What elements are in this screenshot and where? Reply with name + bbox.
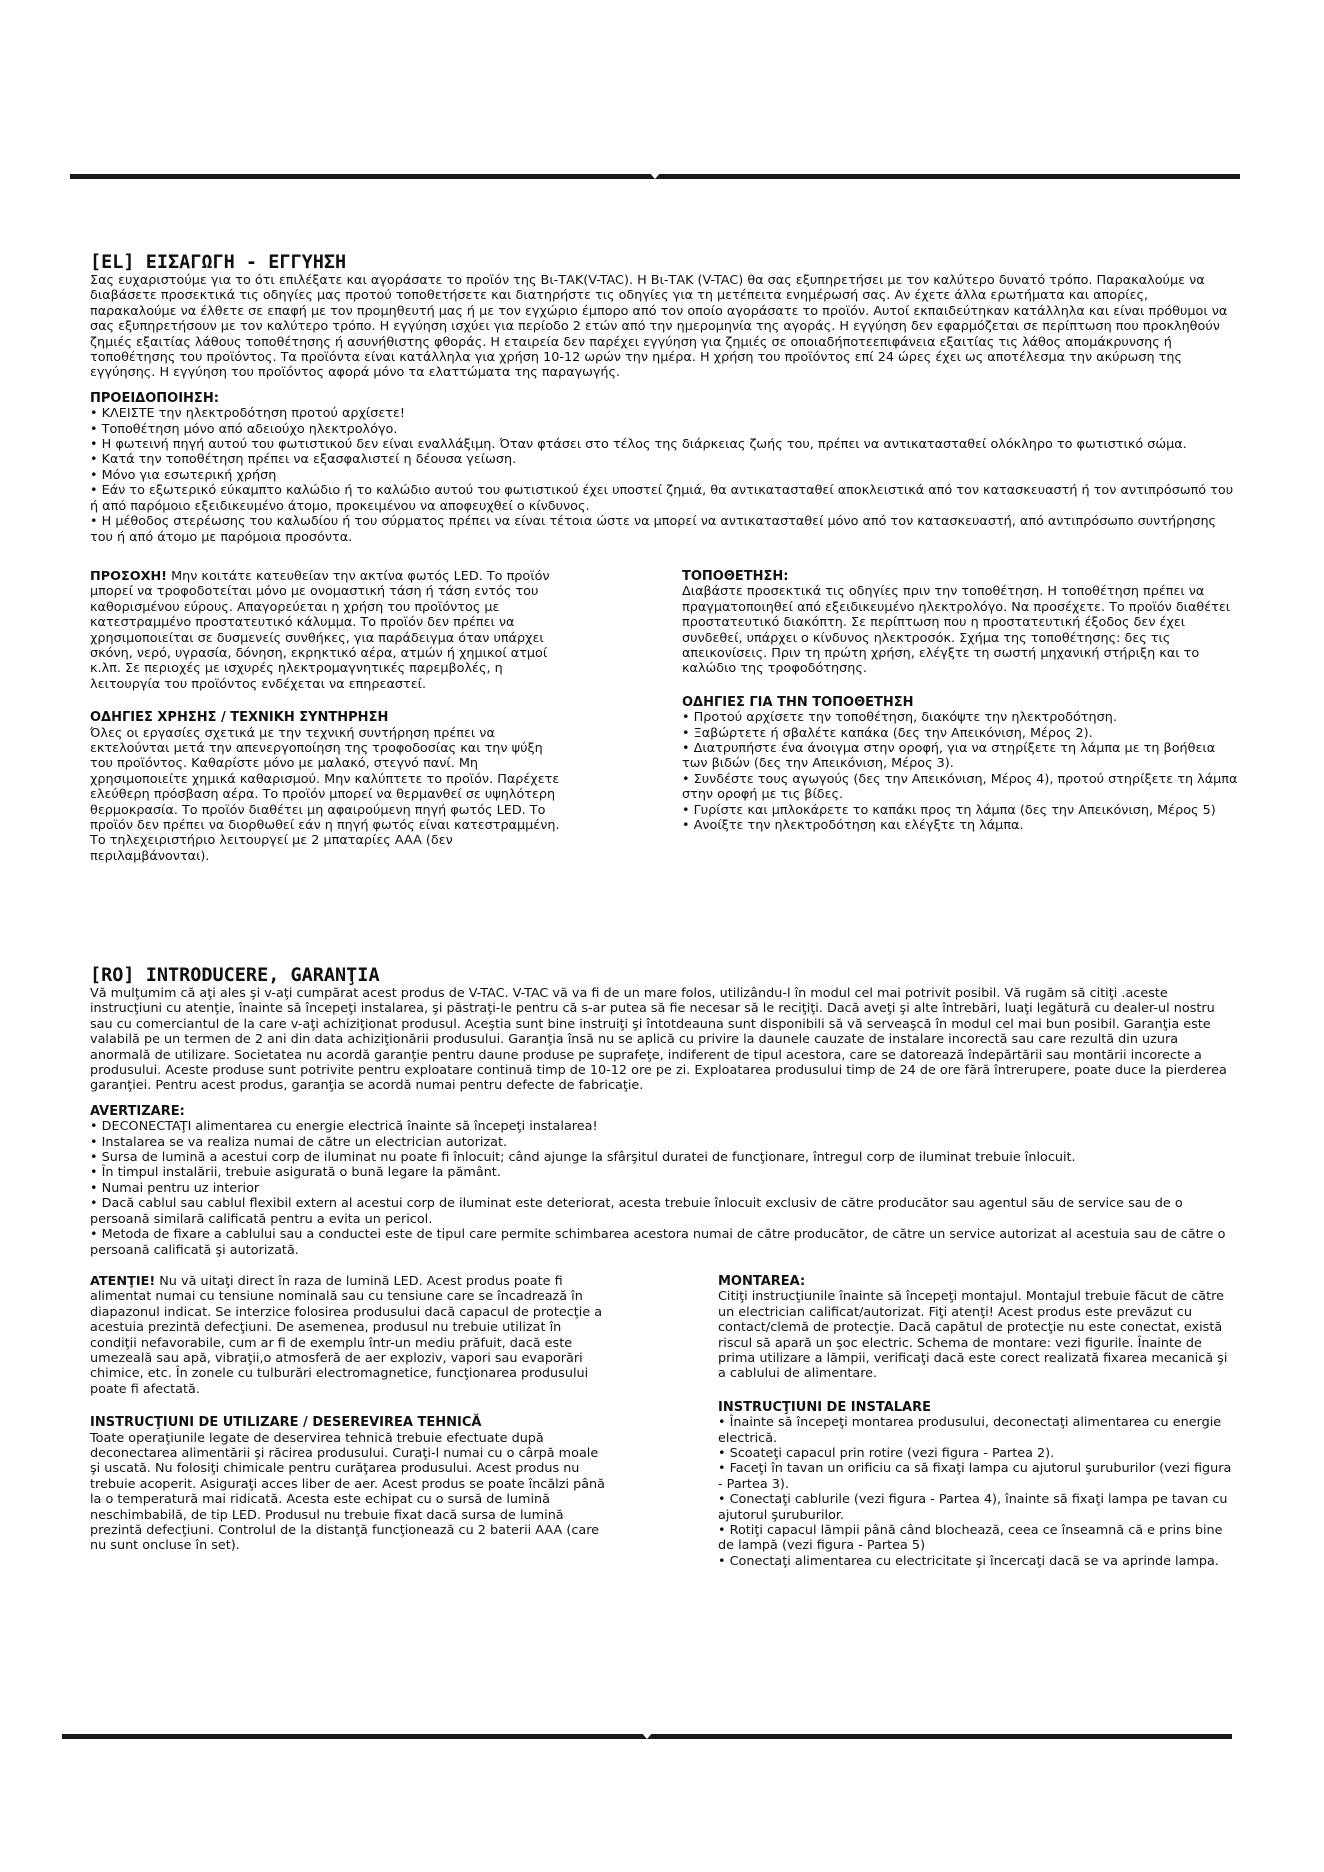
section-title-ro: [RO] INTRODUCERE, GARANŢIA [90,965,380,986]
attention-paragraph-el [90,569,568,692]
mount-text-ro: Citiţi instrucţiunile înainte să începeţi montajul. Montajul trebuie făcut de către un electrician calificat/autorizat. Fiţi atenţi! Acest produs este prevăzut cu contact/clemă de protecţie. Dacă capătul de protecţie nu este conectat, există riscul să apară un şoc electric. Schema de montare: vezi figurile. Înainte de prima utilizare a lămpii, verificaţi dacă este corect realizată fixarea mecanică şi a cablului de alimentare. [718,1289,1228,1382]
attention-label-ro: ATENŢIE! [90,1273,156,1289]
warning-list-ro [90,1119,1238,1258]
column-right-el [682,569,1238,864]
column-right-ro [718,1274,1238,1569]
list-item: • Ξαβώρτετε ή σβαλέτε καπάκα (δες την Απεικόνιση, Μέρος 2). [682,726,1238,741]
columns-ro [90,1274,1238,1569]
top-divider-notch [649,172,661,179]
list-item: • Conectaţi cablurile (vezi figura - Partea 4), înainte să fixaţi lampa pe tavan cu ajutorul şuruburilor. [718,1492,1238,1523]
warning-title-ro: AVERTIZARE: [90,1103,185,1119]
list-item: • Γυρίστε και μπλοκάρετε το καπάκι προς τη λάμπα (δες την Απεικόνιση, Μέρος 5) [682,803,1238,818]
attention-text-el: Μην κοιτάτε κατευθείαν την ακτίνα φωτός LED. Το προϊόν μπορεί να τροφοδοτείται μόνο με ονομαστική τάση ή τάση εντός του καθορισμένου εύρους. Απαγορεύεται η χρήση του προϊόντος με κατεστραμμένο προστατευτικό κάλυμμα. Το προϊόν δεν πρέπει να χρησιμοποιείται σε δυσμενείς συνθήκες, για παράδειγμα όταν υπάρχει σκόνη, νερό, υγρασία, δόνηση, εκρηκτικό αέρα, ατμών ή χημικοί ατμοί κ.λπ. Σε περιοχές με ισχυρές ηλεκτρομαγνητικές παρεμβολές, η λειτουργία του προϊόντος ενδέχεται να επηρεαστεί. [90,568,550,692]
list-item: • Μόνο για εσωτερική χρήση [90,468,1238,483]
mount-text-el: Διαβάστε προσεκτικά τις οδηγίες πριν την τοποθέτηση. Η τοποθέτηση πρέπει να πραγματοποιηθεί από εξειδικευμένο ηλεκτρολόγο. Να προσέχετε. Το προϊόν διαθέτει προστατευτικό διακόπτη. Σε περίπτωση που η προστατευτική έξοδος δεν έχει συνδεθεί, υπάρχει ο κίνδυνος ηλεκτροσόκ. Σχήμα της τοποθέτησης: δες τις απεικονίσεις. Πριν τη πρώτη χρήση, ελέγξτε τη σωστή μηχανική στήριξη και το καλώδιο της τροφοδότησης. [682,584,1231,677]
list-item: • Κατά την τοποθέτηση πρέπει να εξασφαλιστεί η δέουσα γείωση. [90,452,1238,467]
list-item: • În timpul instalării, trebuie asigurată o bună legare la pământ. [90,1165,1238,1180]
install-title-el: ΟΔΗΓΙΕΣ ΓΙΑ ΤΗΝ ΤΟΠΟΘΕΤΗΣΗ [682,694,914,710]
list-item: • Sursa de lumină a acestui corp de iluminat nu poate fi înlocuit; când ajunge la sfârşitul duratei de funcţionare, întregul corp de iluminat trebuie înlocuit. [90,1150,1238,1165]
bottom-divider-notch [641,1732,653,1739]
mount-title-el: ΤΟΠΟΘΕΤΗΣΗ: [682,568,789,584]
column-left-el [90,569,568,864]
list-item: • Εάν το εξωτερικό εύκαμπτο καλώδιο ή το καλώδιο αυτού του φωτιστικού έχει υποστεί ζημιά, θα αντικατασταθεί αποκλειστικά από τον κατασκευαστή ή τον αντιπρόσωπό του ή από παρόμοιο εξειδικευμένο άτομο, προκειμένου να αποφευχθεί ο κίνδυνος. [90,483,1238,514]
warning-title-el: ΠΡΟΕΙΔΟΠΟΙΗΣΗ: [90,390,219,406]
intro-ro: Vă mulţumim că aţi ales şi v-aţi cumpărat acest produs de V-TAC. V-TAC vă va fi de un mare folos, utilizându-l în modul cel mai potrivit posibil. Vă rugăm să citiţi .aceste instrucţiuni cu atenţie, înainte să începeţi instalarea, şi păstraţi-le pentru că s-ar putea să fie necesar să le reciţiţi. Dacă aveţi şi alte întrebări, luaţi legătură cu dealer-ul nostru sau cu comerciantul de la care v-aţi achiziţionat produsul. Aceştia sunt bine instruiţi şi întotdeauna sunt disponibili să vă serveaşcă în modul cel mai bun posibil. Garanţia este valabilă pe un termen de 2 ani din data achiziţionării produsului. Garanţia însă nu se aplică cu privire la daunele cauzate de instalare incorectă sau care rezultă din uzura anormală de utilizare. Societatea nu acordă garanţie pentru daune produse pe suprafeţe, indiferent de tipul acestora, care se datorează îndepărtării sau montării incorecte a produsului. Aceste produse sunt potrivite pentru exploatare continuă timp de 10-12 ore pe zi. Exploatarea produsului timp de 24 de ore fără întrerupere, poate duce la pierderea garanţiei. Pentru acest produs, garanţia se acordă numai pentru defecte de fabricaţie. [90,986,1227,1094]
list-item: • ΚΛΕΙΣΤΕ την ηλεκτροδότηση προτού αρχίσετε! [90,406,1238,421]
columns-el [90,569,1238,864]
list-item: • Conectaţi alimentarea cu electricitate şi încercaţi dacă se va aprinde lampa. [718,1554,1238,1569]
list-item: • Η φωτεινή πηγή αυτού του φωτιστικού δεν είναι εναλλάξιμη. Όταν φτάσει στο τέλος της διάρκειας ζωής του, πρέπει να αντικατασταθεί ολόκληρο το φωτιστικό σώμα. [90,437,1238,452]
section-title-el: [EL] ΕΙΣΑΓΩΓΗ - ΕΓΓΥΗΣΗ [90,252,347,273]
attention-label-el: ΠΡΟΣΟΧΗ! [90,568,167,584]
section-el [90,252,1238,864]
intro-el: Σας ευχαριστούμε για το ότι επιλέξατε και αγοράσατε το προϊόν της Βι-ΤΑΚ(V-TAC). Η Βι-ΤΑΚ (V-TAC) θα σας εξυπηρετήσει με τον καλύτερο δυνατό τρόπο. Παρακαλούμε να διαβάσετε προσεκτικά τις οδηγίες μας προτού τοποθετήσετε και διατηρήστε τις οδηγίες για τη μετέπειτα ενημέρωσή σας. Αν έχετε άλλα ερωτήματα και απορίες, παρακαλούμε να έλθετε σε επαφή με τον προμηθευτή μας ή με τον εγχώριο έμπορο από τον οποίο αγοράσατε το προϊόν. Αυτοί εκπαιδεύτηκαν κατάλληλα και είναι πρόθυμοι να σας εξυπηρετήσουν με τον καλύτερο τρόπο. Η εγγύηση ισχύει για περίοδο 2 ετών από την ημερομηνία της αγοράς. Η εγγύηση δεν εφαρμόζεται σε περίπτωση που προκληθούν ζημιές εξαιτίας λάθους τοποθέτησης ή ασυνήθιστης φθοράς. Η εταιρεία δεν παρέχει εγγύηση για ζημιές σε οποιαδήποτεεπιφάνεια εξαιτίας τις λάθος απομάκρυνσης ή τοποθέτησης του προϊόντος. Τα προϊόντα είναι κατάλληλα για χρήση 10-12 ωρών την ημέρα. Η χρήση του προϊόντος επί 24 ώρες έχει ως αποτέλεσμα την ακύρωση της εγγύησης. Η εγγύηση του προϊόντος αφορά μόνο τα ελαττώματα της παραγωγής. [90,273,1228,381]
top-divider [70,174,1240,179]
list-item: • Η μέθοδος στερέωσης του καλωδίου ή του σύρματος πρέπει να είναι τέτοια ώστε να μπορεί να αντικατασταθεί μόνο από τον κατασκευαστή, από αντιπρόσωπο συντήρησης του ή από άτομο με παρόμοια προσόντα. [90,514,1238,545]
list-item: • Διατρυπήστε ένα άνοιγμα στην οροφή, για να στηρίξετε τη λάμπα με τη βοήθεια των βιδών (δες την Απεικόνιση, Μέρος 3). [682,741,1238,772]
bottom-divider [62,1734,1232,1739]
usage-title-el: ΟΔΗΓΙΕΣ ΧΡΗΣΗΣ / ΤΕΧΝΙΚΗ ΣΥΝΤΗΡΗΣΗ [90,710,389,726]
list-item: • DECONECTAŢI alimentarea cu energie electrică înainte să începeţi instalarea! [90,1119,1238,1134]
warning-list-el [90,406,1238,545]
usage-text-ro: Toate operaţiunile legate de deservirea tehnică trebuie efectuate după deconectarea alimentării şi răcirea produsului. Curaţi-l numai cu o cârpă moale şi uscată. Nu folosiţi chimicale pentru curăţarea produsului. Acest produs nu trebuie acoperit. Asiguraţi acces liber de aer. Acest produs se poate încălzi până la o temperatură mai ridicată. Acesta este echipat cu o sursă de lumină neschimbabilă, de tip LED. Produsul nu trebuie fixat dacă sursa de lumină prezintă defecţiuni. Controlul de la distanţă funcţionează cu 2 baterii AAA (care nu sunt oncluse în set). [90,1430,605,1554]
list-item: • Συνδέστε τους αγωγούς (δες την Απεικόνιση, Μέρος 4), προτού στηρίξετε τη λάμπα στην οροφή με τις βίδες. [682,772,1238,803]
attention-paragraph-ro [90,1274,608,1397]
column-left-ro [90,1274,608,1569]
usage-title-ro: INSTRUCŢIUNI DE UTILIZARE / DESEREVIREA TEHNICĂ [90,1415,482,1431]
list-item: • Τοποθέτηση μόνο από αδειούχο ηλεκτρολόγο. [90,422,1238,437]
list-item: • Metoda de fixare a cablului sau a conductei este de tipul care permite schimbarea acestora numai de către producător, de către un service autorizat al acestuia sau de către o persoană calificată şi autorizată. [90,1227,1238,1258]
list-item: • Faceţi în tavan un orificiu ca să fixaţi lampa cu ajutorul şuruburilor (vezi figura - Partea 3). [718,1461,1238,1492]
attention-text-ro: Nu vă uitaţi direct în raza de lumină LED. Acest produs poate fi alimentat numai cu tensiune nominală sau cu tensiune care se încadrează în diapazonul indicat. Se interzice folosirea produsului dacă capacul de protecţie a acestuia prezintă defecţiuni. De asemenea, produsul nu trebuie utilizat în condiţii nefavorabile, cum ar fi de exemplu într-un mediu prăfuit, dacă este umezeală sau apă, vibraţii,o atmosferă de aer exploziv, vapori sau evaporări chimice, etc. În zonele cu tulburări electromagnetice, funcţionarea produsului poate fi afectată. [90,1273,603,1397]
list-item: • Dacă cablul sau cablul flexibil extern al acestui corp de iluminat este deteriorat, acesta trebuie înlocuit exclusiv de către producător sau agentul său de service sau de o persoană similară calificată pentru a evita un pericol. [90,1196,1238,1227]
usage-text-el: Όλες οι εργασίες σχετικά με την τεχνική συντήρηση πρέπει να εκτελούνται μετά την απενεργοποίηση της τροφοδοσίας και την ψύξη του προϊόντος. Καθαρίστε μόνο με μαλακό, στεγνό πανί. Μη χρησιμοποιείτε χημικά καθαρισμού. Μην καλύπτετε το προϊόν. Παρέχετε ελεύθερη πρόσβαση αέρα. Το προϊόν μπορεί να θερμανθεί σε υψηλότερη θερμοκρασία. Το προϊόν διαθέτει μη αφαιρούμενη πηγή φωτός LED. Το προϊόν δεν πρέπει να διορθωθεί εάν η πηγή φωτός είναι κατεστραμμένη. Το τηλεχειριστήριο λειτουργεί με 2 μπαταρίες AAA (δεν περιλαμβάνονται). [90,725,560,864]
list-item: • Numai pentru uz interior [90,1181,1238,1196]
mount-title-ro: MONTAREA: [718,1273,806,1289]
list-item: • Προτού αρχίσετε την τοποθέτηση, διακόψτε την ηλεκτροδότηση. [682,710,1238,725]
list-item: • Înainte să începeţi montarea produsului, deconectaţi alimentarea cu energie electrică. [718,1415,1238,1446]
list-item: • Rotiţi capacul lămpii până când blochează, ceea ce înseamnă că e prins bine de lampă (vezi figura - Partea 5) [718,1523,1238,1554]
list-item: • Instalarea se va realiza numai de către un electrician autorizat. [90,1135,1238,1150]
install-title-ro: INSTRUCŢIUNI DE INSTALARE [718,1399,931,1415]
section-ro [90,965,1238,1569]
list-item: • Scoateţi capacul prin rotire (vezi figura - Partea 2). [718,1446,1238,1461]
list-item: • Ανοίξτε την ηλεκτροδότηση και ελέγξτε τη λάμπα. [682,818,1238,833]
